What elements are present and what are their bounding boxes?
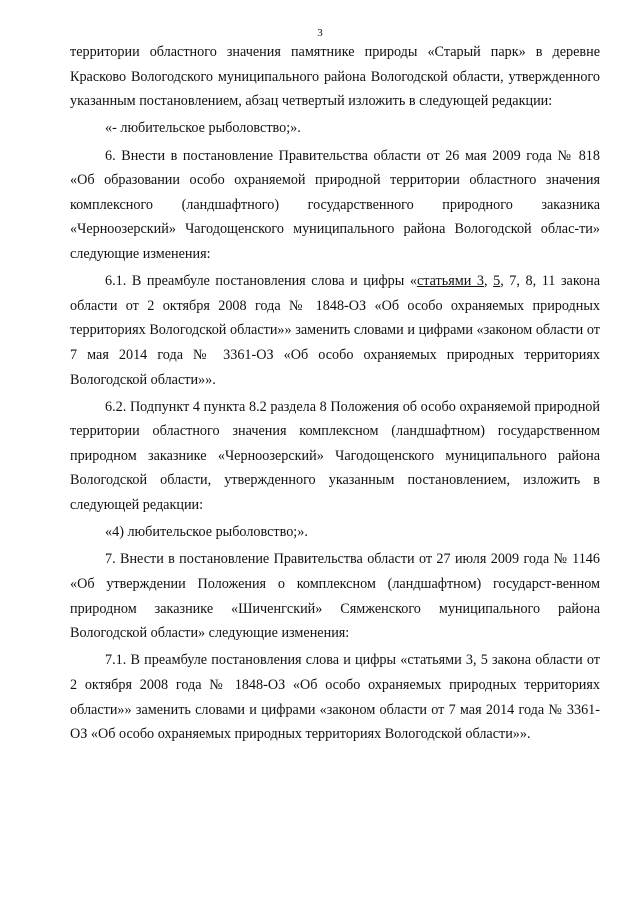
- paragraph: [70, 144, 600, 267]
- paragraph: [70, 269, 600, 392]
- text-run: 6.1. В преамбуле постановления слова и цифры «: [105, 273, 417, 290]
- text-run: , 7, 8, 11 закона области от 2 октября 2008 года № 1848-ОЗ «Об особо охраняемых природных территориях Вологодской области»» заменить словами и цифрами «законом области от 7 мая 2014 года № 3361-ОЗ «Об особо охраняемых природных территориях Вологодской области»».: [70, 273, 601, 388]
- paragraph: [70, 40, 600, 114]
- text-run: 7.1. В преамбуле постановления слова и цифры «статьями 3, 5 закона области от 2 октября 2008 года № 1848-ОЗ «Об особо охраняемых природных территориях области»» заменить словами и цифрами «законом области от 7 мая 2014 года № 3361-ОЗ «Об особо охраняемых природных территориях Вологодской области»».: [70, 652, 600, 743]
- text-run: 6. Внести в постановление Правительства области от 26 мая 2009 года № 818 «Об образовании особо охраняемой природной территории областного значения комплексного (ландшафтного) государственного природного заказника «Черноозерский» Чагодощенского муниципального района Вологодской облас-ти» следующие изменения:: [70, 147, 600, 262]
- text-run: «- любительское рыболовство;».: [105, 120, 301, 137]
- document-body: [70, 40, 600, 749]
- paragraph: [70, 116, 600, 141]
- paragraph: [70, 520, 600, 545]
- underlined-text: 5: [493, 273, 501, 290]
- text-run: 7. Внести в постановление Правительства области от 27 июля 2009 года № 1146 «Об утверждении Положения о комплексном (ландшафтном) государст-венном природном заказнике «Шиченгский» Сямженского муниципального района Вологодской области» следующие изменения:: [70, 551, 600, 642]
- paragraph: [70, 395, 600, 518]
- text-run: территории областного значения памятнике природы «Старый парк» в деревне Красково Вологодского муниципального района Вологодской области, утвержденного указанным постановлением, абзац четвертый изложить в следующей редакции:: [70, 44, 600, 110]
- text-run: 6.2. Подпункт 4 пункта 8.2 раздела 8 Положения об особо охраняемой природной территории областного значения комплексном (ландшафтном) государственном природном заказнике «Черноозерский» Чагодощенского муниципального района Вологодской области, утвержденного указанным постановлением, изложить в следующей редакции:: [70, 398, 600, 514]
- page-number: 3: [317, 27, 323, 39]
- text-run: ,: [483, 273, 494, 290]
- paragraph: [70, 547, 600, 645]
- paragraph: [70, 648, 600, 746]
- underlined-text: статьями 3: [416, 273, 484, 290]
- text-run: «4) любительское рыболовство;».: [105, 524, 308, 541]
